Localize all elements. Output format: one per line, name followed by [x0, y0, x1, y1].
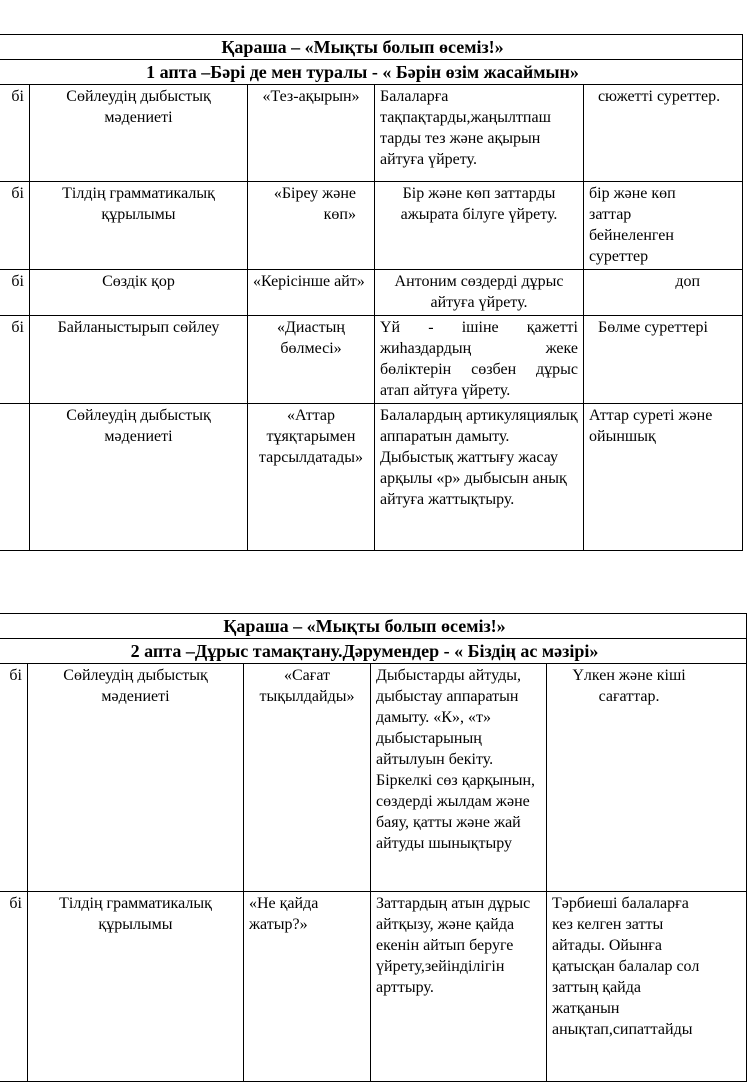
topic-cell: «Аттар тұяқтарымен тарсылдатады»	[248, 404, 375, 551]
goal-cell: Үй - ішіне қажетті жиһаздардың жеке бөліктерін сөзбен дұрыс атап айтуға үйрету.	[375, 316, 584, 404]
row-number-cell: бі	[0, 85, 30, 182]
week2-table-container	[0, 613, 704, 1077]
table-row	[0, 404, 743, 551]
topic-cell: «Не қайда жатыр?»	[244, 892, 371, 1082]
goal-cell: Балаларға тақпақтарды,жаңылтпаш тарды тез және ақырын айтуға үйрету.	[375, 85, 584, 182]
week2-subtitle: 2 апта –Дұрыс тамақтану.Дәрумендер - « Біздің ас мәзірі»	[0, 639, 747, 664]
table-row	[0, 85, 743, 182]
table-row	[0, 182, 743, 270]
materials-cell: Бөлме суреттері	[584, 316, 743, 404]
table-row	[0, 316, 743, 404]
table-row	[0, 270, 743, 316]
row-number-cell: бі	[0, 664, 28, 892]
topic-cell: «Сағат тықылдайды»	[244, 664, 371, 892]
row-number-cell: бі	[0, 182, 30, 270]
week2-subtitle-row	[0, 639, 747, 664]
week2-table	[0, 613, 747, 1082]
materials-cell: Үлкен және кіші сағаттар.	[547, 664, 747, 892]
materials-cell: бір және көп заттар бейнеленген суреттер	[584, 182, 743, 270]
week1-month-title: Қараша – «Мықты болып өсеміз!»	[0, 35, 743, 60]
week2-title-row	[0, 614, 747, 639]
area-cell: Сөйлеудің дыбыстық мәдениеті	[30, 404, 248, 551]
materials-cell: Тәрбиеші балаларға кез келген затты айтады. Ойынға қатысқан балалар сол заттың қайда жатқанын анықтап,сипаттайды	[547, 892, 747, 1082]
area-cell: Сөйлеудің дыбыстық мәдениеті	[28, 664, 244, 892]
materials-cell: доп	[584, 270, 743, 316]
week1-title-row	[0, 35, 743, 60]
week1-table	[0, 34, 743, 551]
goal-cell: Дыбыстарды айтуды, дыбыстау аппаратын дамыту. «К», «т» дыбыстарының айтылуын бекіту. Біркелкі сөз қарқынын, сөздерді жылдам және баяу, қатты және жай айтуды шынықтыру	[371, 664, 547, 892]
goal-cell: Заттардың атын дұрыс айтқызу, және қайда екенін айтып беруге үйрету,зейінділігін арттыру.	[371, 892, 547, 1082]
table-row	[0, 664, 747, 892]
row-number-cell	[0, 404, 30, 551]
topic-cell: «Біреу және көп»	[248, 182, 375, 270]
area-cell: Байланыстырып сөйлеу	[30, 316, 248, 404]
row-number-cell: бі	[0, 892, 28, 1082]
materials-cell: сюжетті суреттер.	[584, 85, 743, 182]
week2-month-title: Қараша – «Мықты болып өсеміз!»	[0, 614, 747, 639]
topic-cell: «Керісінше айт»	[248, 270, 375, 316]
area-cell: Сөйлеудің дыбыстық мәдениеті	[30, 85, 248, 182]
table-row	[0, 892, 747, 1082]
area-cell: Тілдің грамматикалық құрылымы	[30, 182, 248, 270]
topic-cell: «Диастың бөлмесі»	[248, 316, 375, 404]
week1-subtitle-row	[0, 60, 743, 85]
goal-cell: Антоним сөздерді дұрыс айтуға үйрету.	[375, 270, 584, 316]
goal-cell: Балалардың артикуляциялық аппаратын дамыту. Дыбыстық жаттығу жасау арқылы «р» дыбысын анық айтуға жаттықтыру.	[375, 404, 584, 551]
area-cell: Сөздік қор	[30, 270, 248, 316]
area-cell: Тілдің грамматикалық құрылымы	[28, 892, 244, 1082]
week1-subtitle: 1 апта –Бәрі де мен туралы - « Бәрін өзім жасаймын»	[0, 60, 743, 85]
materials-cell: Аттар суреті және ойыншық	[584, 404, 743, 551]
row-number-cell: бі	[0, 270, 30, 316]
goal-cell: Бір және көп заттарды ажырата білуге үйрету.	[375, 182, 584, 270]
row-number-cell: бі	[0, 316, 30, 404]
week1-table-container	[0, 34, 721, 546]
topic-cell: «Тез-ақырын»	[248, 85, 375, 182]
